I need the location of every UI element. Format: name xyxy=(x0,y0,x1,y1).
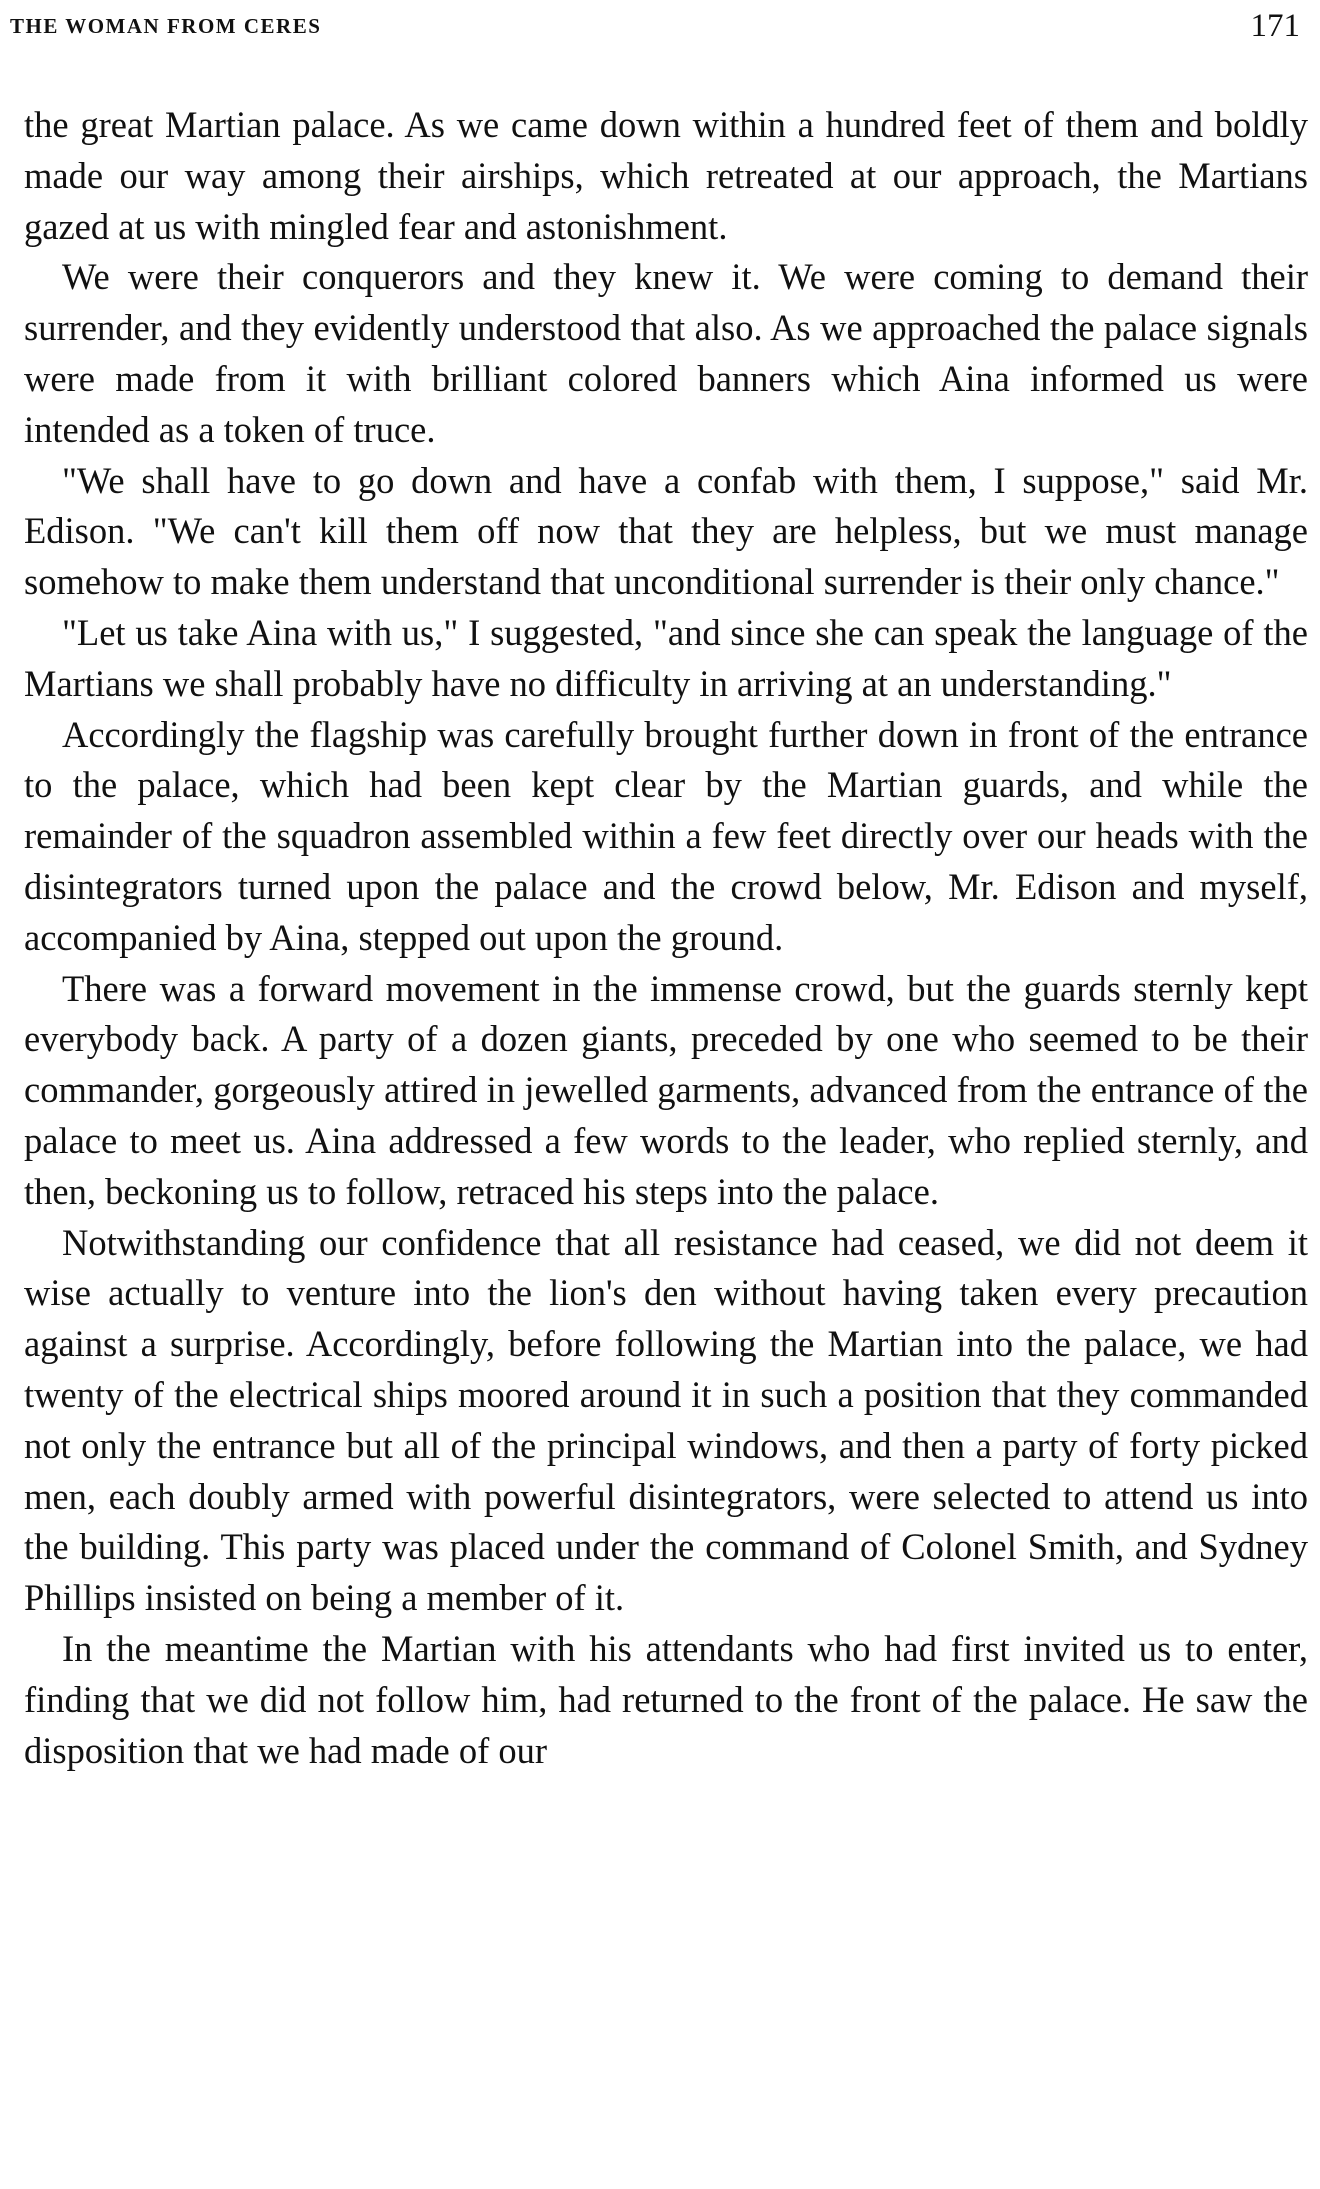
running-head-title: THE WOMAN FROM CERES xyxy=(10,14,322,38)
paragraph: "We shall have to go down and have a confab with them, I suppose," said Mr. Edison. "We can't kill them off now that they are helpless, but we must manage somehow to make them understand that unconditional surrender is their only chance." xyxy=(24,459,1308,603)
paragraph: Accordingly the flagship was carefully brought further down in front of the entrance to the palace, which had been kept clear by the Martian guards, and while the remainder of the squadron assembled within a few feet directly over our heads with the disintegrators turned upon the palace and the crowd below, Mr. Edison and myself, accompanied by Aina, stepped out upon the ground. xyxy=(24,713,1308,958)
paragraph: "Let us take Aina with us," I suggested, "and since she can speak the language of the Martians we shall probably have no difficulty in arriving at an understanding." xyxy=(24,611,1308,704)
paragraph: In the meantime the Martian with his attendants who had first invited us to enter, finding that we did not follow him, had returned to the front of the palace. He saw the disposition that we had made of our xyxy=(24,1627,1308,1771)
page-number: 171 xyxy=(1250,8,1300,44)
body-text xyxy=(24,100,1308,1776)
paragraph: Notwithstanding our confidence that all resistance had ceased, we did not deem it wise actually to venture into the lion's den without having taken every precaution against a surprise. Accordingly, before following the Martian into the palace, we had twenty of the electrical ships moored around it in such a position that they commanded not only the entrance but all of the principal windows, and then a party of forty picked men, each doubly armed with powerful disintegrators, were selected to attend us into the building. This party was placed under the command of Colonel Smith, and Sydney Phillips insisted on being a member of it. xyxy=(24,1221,1308,1619)
paragraph: the great Martian palace. As we came down within a hundred feet of them and boldly made our way among their airships, which retreated at our approach, the Martians gazed at us with mingled fear and astonishment. xyxy=(24,104,1308,247)
running-head xyxy=(10,8,1310,48)
paragraph: There was a forward movement in the immense crowd, but the guards sternly kept everybody back. A party of a dozen giants, preceded by one who seemed to be their commander, gorgeously attired in jewelled garments, advanced from the entrance of the palace to meet us. Aina addressed a few words to the leader, who replied sternly, and then, beckoning us to follow, retraced his steps into the palace. xyxy=(24,967,1308,1212)
paragraph: We were their conquerors and they knew it. We were coming to demand their surrender, and they evidently understood that also. As we approached the palace signals were made from it with brilliant colored banners which Aina informed us were intended as a token of truce. xyxy=(24,256,1308,450)
